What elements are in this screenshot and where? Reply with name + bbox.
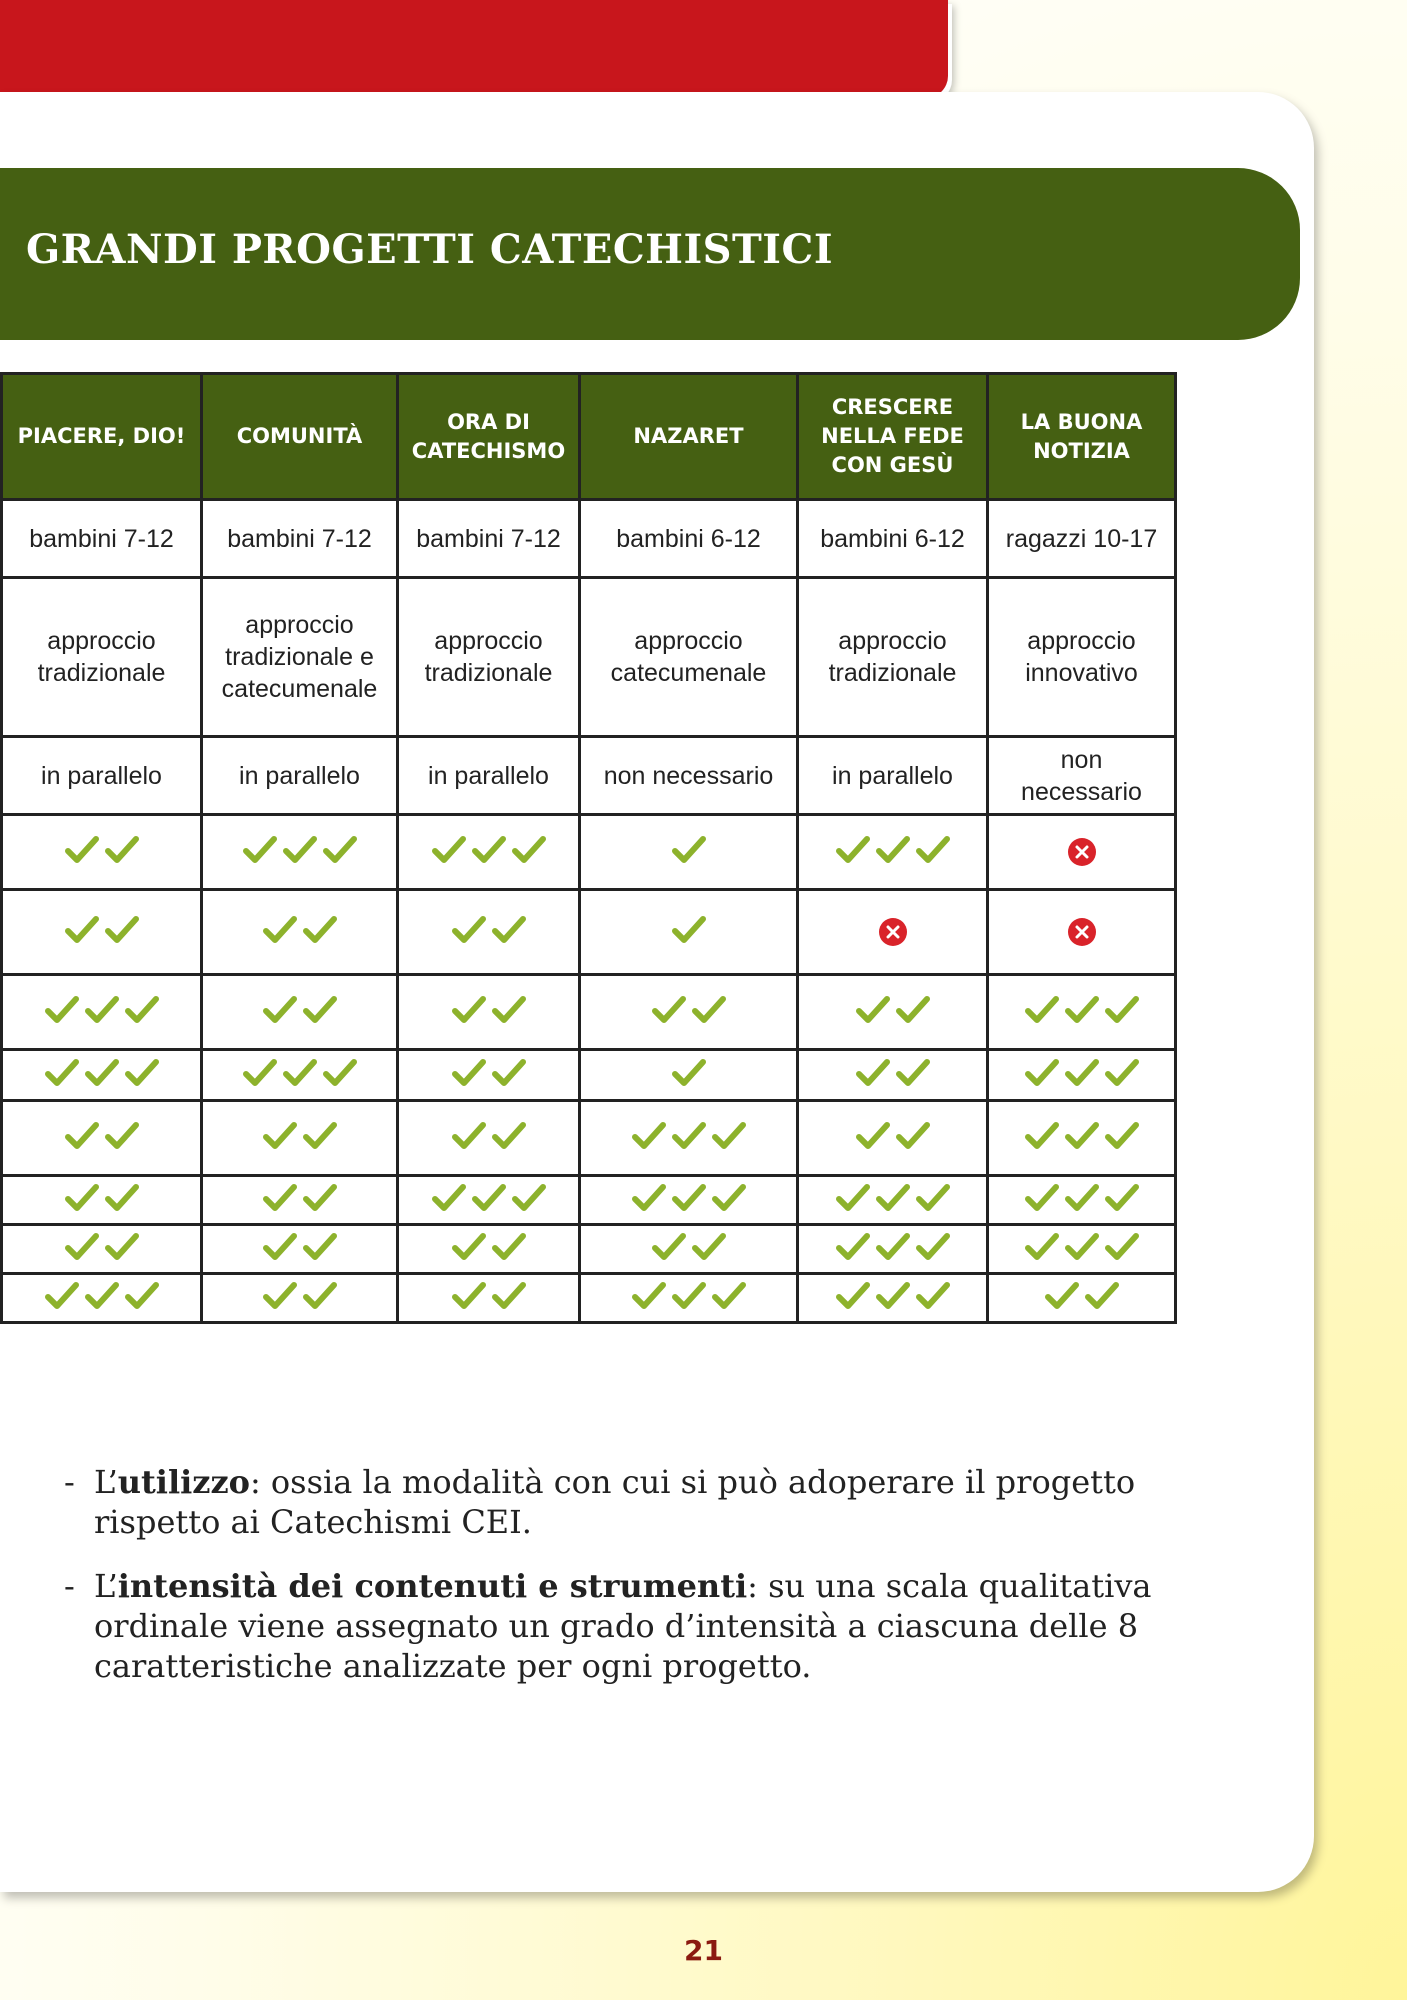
check-group — [652, 1232, 726, 1262]
check-group — [836, 835, 950, 865]
intensity-cell — [2, 1274, 202, 1323]
check-group — [836, 1232, 950, 1262]
intensity-row — [2, 1176, 1176, 1225]
check-icon — [1025, 995, 1059, 1025]
check-icon — [45, 1281, 79, 1311]
usage-row — [2, 737, 1176, 815]
check-icon — [303, 1232, 337, 1262]
column-header: NAZARET — [580, 374, 798, 500]
intensity-cell — [398, 1225, 580, 1274]
intensity-cell — [202, 1050, 398, 1101]
check-icon — [876, 1281, 910, 1311]
check-icon — [492, 915, 526, 945]
check-icon — [65, 835, 99, 865]
check-group — [452, 1232, 526, 1262]
approach-row — [2, 578, 1176, 737]
check-group — [1025, 1121, 1139, 1151]
check-icon — [856, 1058, 890, 1088]
check-icon — [916, 1232, 950, 1262]
check-icon — [492, 995, 526, 1025]
check-icon — [105, 835, 139, 865]
check-icon — [303, 1183, 337, 1213]
check-icon — [856, 1121, 890, 1151]
check-icon — [876, 1183, 910, 1213]
text-definition: : ossia la modalità con cui si può adoperare il progetto rispetto ai Catechismi CEI. — [94, 1463, 1136, 1541]
list-dash: - — [64, 1463, 75, 1501]
check-icon — [243, 835, 277, 865]
check-group — [836, 1281, 950, 1311]
check-icon — [672, 1183, 706, 1213]
check-icon — [876, 835, 910, 865]
check-icon — [916, 835, 950, 865]
intensity-cell — [798, 1274, 988, 1323]
check-group — [263, 1183, 337, 1213]
check-icon — [1105, 1058, 1139, 1088]
intensity-row — [2, 1225, 1176, 1274]
usage-cell: non necessario — [988, 737, 1176, 815]
intensity-cell — [202, 890, 398, 975]
check-group — [432, 1183, 546, 1213]
check-icon — [45, 995, 79, 1025]
check-icon — [452, 1281, 486, 1311]
check-group — [856, 1058, 930, 1088]
check-icon — [1105, 1232, 1139, 1262]
check-icon — [836, 1281, 870, 1311]
check-group — [243, 1058, 357, 1088]
bold-term: utilizzo — [117, 1463, 250, 1501]
cross-icon — [878, 917, 908, 947]
check-icon — [876, 1232, 910, 1262]
check-icon — [263, 1121, 297, 1151]
intensity-cell — [798, 1050, 988, 1101]
approach-cell: approccio tradizionale e catecumenale — [202, 578, 398, 737]
check-icon — [65, 1183, 99, 1213]
check-group — [65, 835, 139, 865]
approach-cell: approccio tradizionale — [798, 578, 988, 737]
age-cell: bambini 7-12 — [2, 500, 202, 578]
check-group — [452, 1121, 526, 1151]
usage-cell: in parallelo — [798, 737, 988, 815]
check-icon — [836, 1183, 870, 1213]
intensity-cell — [988, 1176, 1176, 1225]
projects-table — [0, 372, 1177, 1324]
intensity-cell — [2, 975, 202, 1050]
check-icon — [263, 995, 297, 1025]
approach-cell: approccio tradizionale — [2, 578, 202, 737]
list-dash: - — [64, 1567, 75, 1605]
intensity-cell — [798, 815, 988, 890]
intensity-cell — [988, 975, 1176, 1050]
check-icon — [105, 1232, 139, 1262]
table-header-row — [2, 374, 1176, 500]
check-group — [432, 835, 546, 865]
intensity-cell — [2, 890, 202, 975]
check-group — [263, 915, 337, 945]
column-header: ORA DI CATECHISMO — [398, 374, 580, 500]
intensity-cell — [2, 1176, 202, 1225]
check-icon — [632, 1281, 666, 1311]
check-group — [672, 835, 706, 865]
usage-cell: in parallelo — [2, 737, 202, 815]
check-icon — [263, 915, 297, 945]
check-icon — [303, 1281, 337, 1311]
intensity-cell — [202, 1101, 398, 1176]
check-icon — [712, 1281, 746, 1311]
check-icon — [1105, 1121, 1139, 1151]
intensity-row — [2, 1274, 1176, 1323]
list-item-intensita — [64, 1566, 1244, 1686]
list-item-utilizzo — [64, 1462, 1244, 1542]
check-icon — [472, 835, 506, 865]
check-icon — [472, 1183, 506, 1213]
bold-term: intensità dei contenuti e strumenti — [117, 1567, 748, 1605]
check-icon — [65, 1121, 99, 1151]
page-number: 21 — [684, 1934, 723, 1967]
intensity-cell — [398, 975, 580, 1050]
intensity-cell — [398, 1050, 580, 1101]
approach-cell: approccio tradizionale — [398, 578, 580, 737]
check-icon — [105, 1183, 139, 1213]
intensity-cell-none — [798, 890, 988, 975]
intensity-cell — [798, 975, 988, 1050]
intensity-cell — [580, 815, 798, 890]
check-icon — [105, 915, 139, 945]
text-prefix: L’ — [94, 1567, 118, 1605]
check-icon — [692, 995, 726, 1025]
age-cell: bambini 7-12 — [202, 500, 398, 578]
check-group — [45, 1281, 159, 1311]
intensity-row — [2, 1101, 1176, 1176]
check-icon — [492, 1281, 526, 1311]
intensity-cell — [580, 1176, 798, 1225]
check-icon — [263, 1232, 297, 1262]
column-header: PIACERE, DIO! — [2, 374, 202, 500]
check-icon — [712, 1121, 746, 1151]
check-group — [65, 1121, 139, 1151]
column-header: CRESCERE NELLA FEDE CON GESÙ — [798, 374, 988, 500]
intensity-cell — [988, 1050, 1176, 1101]
check-icon — [836, 1232, 870, 1262]
intensity-cell — [398, 815, 580, 890]
intensity-cell — [580, 890, 798, 975]
usage-cell: in parallelo — [398, 737, 580, 815]
section-header — [0, 168, 1300, 340]
check-group — [856, 995, 930, 1025]
intensity-cell — [580, 1225, 798, 1274]
check-icon — [692, 1232, 726, 1262]
check-icon — [1065, 1121, 1099, 1151]
list-item-text — [94, 1566, 1244, 1686]
approach-cell: approccio innovativo — [988, 578, 1176, 737]
check-icon — [125, 1281, 159, 1311]
check-icon — [896, 1121, 930, 1151]
intensity-cell — [580, 1274, 798, 1323]
check-group — [1025, 1058, 1139, 1088]
intensity-row — [2, 890, 1176, 975]
check-group — [45, 1058, 159, 1088]
check-icon — [125, 995, 159, 1025]
check-group — [672, 1058, 706, 1088]
check-group — [263, 1121, 337, 1151]
check-icon — [672, 1058, 706, 1088]
check-icon — [1065, 995, 1099, 1025]
check-icon — [856, 995, 890, 1025]
check-icon — [1045, 1281, 1079, 1311]
intensity-cell — [580, 975, 798, 1050]
check-icon — [672, 835, 706, 865]
check-icon — [65, 1232, 99, 1262]
check-icon — [283, 835, 317, 865]
check-icon — [896, 995, 930, 1025]
check-group — [632, 1281, 746, 1311]
check-group — [263, 1281, 337, 1311]
check-icon — [1025, 1183, 1059, 1213]
check-group — [836, 1183, 950, 1213]
check-icon — [105, 1121, 139, 1151]
check-icon — [432, 1183, 466, 1213]
check-icon — [1105, 995, 1139, 1025]
check-icon — [303, 915, 337, 945]
check-icon — [1105, 1183, 1139, 1213]
check-icon — [45, 1058, 79, 1088]
check-group — [652, 995, 726, 1025]
check-icon — [432, 835, 466, 865]
check-icon — [916, 1281, 950, 1311]
check-icon — [452, 1232, 486, 1262]
check-group — [856, 1121, 930, 1151]
intensity-cell — [2, 1225, 202, 1274]
intensity-cell — [988, 1225, 1176, 1274]
check-icon — [652, 995, 686, 1025]
intensity-cell-none — [988, 815, 1176, 890]
check-icon — [1065, 1232, 1099, 1262]
intensity-cell — [798, 1176, 988, 1225]
intensity-cell — [988, 1101, 1176, 1176]
text-prefix: L’ — [94, 1463, 118, 1501]
intensity-cell — [798, 1101, 988, 1176]
check-group — [1025, 1232, 1139, 1262]
check-group — [45, 995, 159, 1025]
cross-icon — [1067, 917, 1097, 947]
check-group — [65, 1183, 139, 1213]
check-icon — [452, 1058, 486, 1088]
check-group — [452, 915, 526, 945]
age-cell: bambini 6-12 — [798, 500, 988, 578]
check-group — [632, 1183, 746, 1213]
check-icon — [452, 995, 486, 1025]
age-cell: bambini 6-12 — [580, 500, 798, 578]
check-icon — [85, 1058, 119, 1088]
check-icon — [243, 1058, 277, 1088]
column-header: LA BUONA NOTIZIA — [988, 374, 1176, 500]
check-group — [263, 1232, 337, 1262]
intensity-cell — [580, 1050, 798, 1101]
text-definition: : su una scala qualitativa ordinale viene assegnato un grado d’intensità a ciascuna delle 8 caratteristiche analizzate per ogni progetto. — [94, 1567, 1152, 1685]
usage-cell: non necessario — [580, 737, 798, 815]
list-item-text — [94, 1462, 1244, 1542]
check-group — [1025, 995, 1139, 1025]
intensity-cell — [202, 1176, 398, 1225]
body-text — [64, 1462, 1244, 1710]
check-group — [243, 835, 357, 865]
intensity-cell — [202, 815, 398, 890]
intensity-row — [2, 975, 1176, 1050]
check-icon — [125, 1058, 159, 1088]
usage-cell: in parallelo — [202, 737, 398, 815]
check-icon — [492, 1058, 526, 1088]
intensity-row — [2, 1050, 1176, 1101]
check-icon — [85, 1281, 119, 1311]
check-icon — [512, 835, 546, 865]
check-icon — [632, 1183, 666, 1213]
check-icon — [672, 1281, 706, 1311]
check-icon — [492, 1232, 526, 1262]
check-icon — [263, 1183, 297, 1213]
check-icon — [1025, 1121, 1059, 1151]
check-icon — [283, 1058, 317, 1088]
check-icon — [452, 1121, 486, 1151]
cross-icon — [1067, 837, 1097, 867]
check-icon — [1025, 1232, 1059, 1262]
check-icon — [652, 1232, 686, 1262]
intensity-cell — [202, 975, 398, 1050]
check-icon — [1065, 1183, 1099, 1213]
intensity-cell — [798, 1225, 988, 1274]
intensity-cell — [2, 1050, 202, 1101]
intensity-cell — [398, 1176, 580, 1225]
intensity-cell — [988, 1274, 1176, 1323]
check-group — [65, 915, 139, 945]
intensity-cell-none — [988, 890, 1176, 975]
check-icon — [263, 1281, 297, 1311]
check-icon — [1085, 1281, 1119, 1311]
intensity-cell — [580, 1101, 798, 1176]
check-icon — [85, 995, 119, 1025]
check-group — [452, 995, 526, 1025]
column-header: COMUNITÀ — [202, 374, 398, 500]
check-icon — [916, 1183, 950, 1213]
check-group — [452, 1281, 526, 1311]
check-group — [1045, 1281, 1119, 1311]
section-title: GRANDI PROGETTI CATECHISTICI — [26, 226, 834, 273]
intensity-cell — [202, 1225, 398, 1274]
check-icon — [1025, 1058, 1059, 1088]
intensity-cell — [398, 1101, 580, 1176]
check-icon — [65, 915, 99, 945]
intensity-cell — [398, 1274, 580, 1323]
check-icon — [323, 835, 357, 865]
check-icon — [632, 1121, 666, 1151]
check-icon — [452, 915, 486, 945]
intensity-cell — [2, 815, 202, 890]
approach-cell: approccio catecumenale — [580, 578, 798, 737]
check-icon — [492, 1121, 526, 1151]
check-icon — [712, 1183, 746, 1213]
check-group — [632, 1121, 746, 1151]
intensity-cell — [202, 1274, 398, 1323]
check-group — [672, 915, 706, 945]
check-group — [1025, 1183, 1139, 1213]
top-red-banner — [0, 0, 948, 98]
check-icon — [896, 1058, 930, 1088]
intensity-cell — [398, 890, 580, 975]
check-group — [263, 995, 337, 1025]
age-cell: ragazzi 10-17 — [988, 500, 1176, 578]
check-icon — [672, 1121, 706, 1151]
check-icon — [303, 995, 337, 1025]
check-icon — [323, 1058, 357, 1088]
check-icon — [512, 1183, 546, 1213]
age-cell: bambini 7-12 — [398, 500, 580, 578]
check-icon — [836, 835, 870, 865]
check-group — [452, 1058, 526, 1088]
check-icon — [672, 915, 706, 945]
check-icon — [1065, 1058, 1099, 1088]
intensity-row — [2, 815, 1176, 890]
age-row — [2, 500, 1176, 578]
check-icon — [303, 1121, 337, 1151]
intensity-cell — [2, 1101, 202, 1176]
check-group — [65, 1232, 139, 1262]
